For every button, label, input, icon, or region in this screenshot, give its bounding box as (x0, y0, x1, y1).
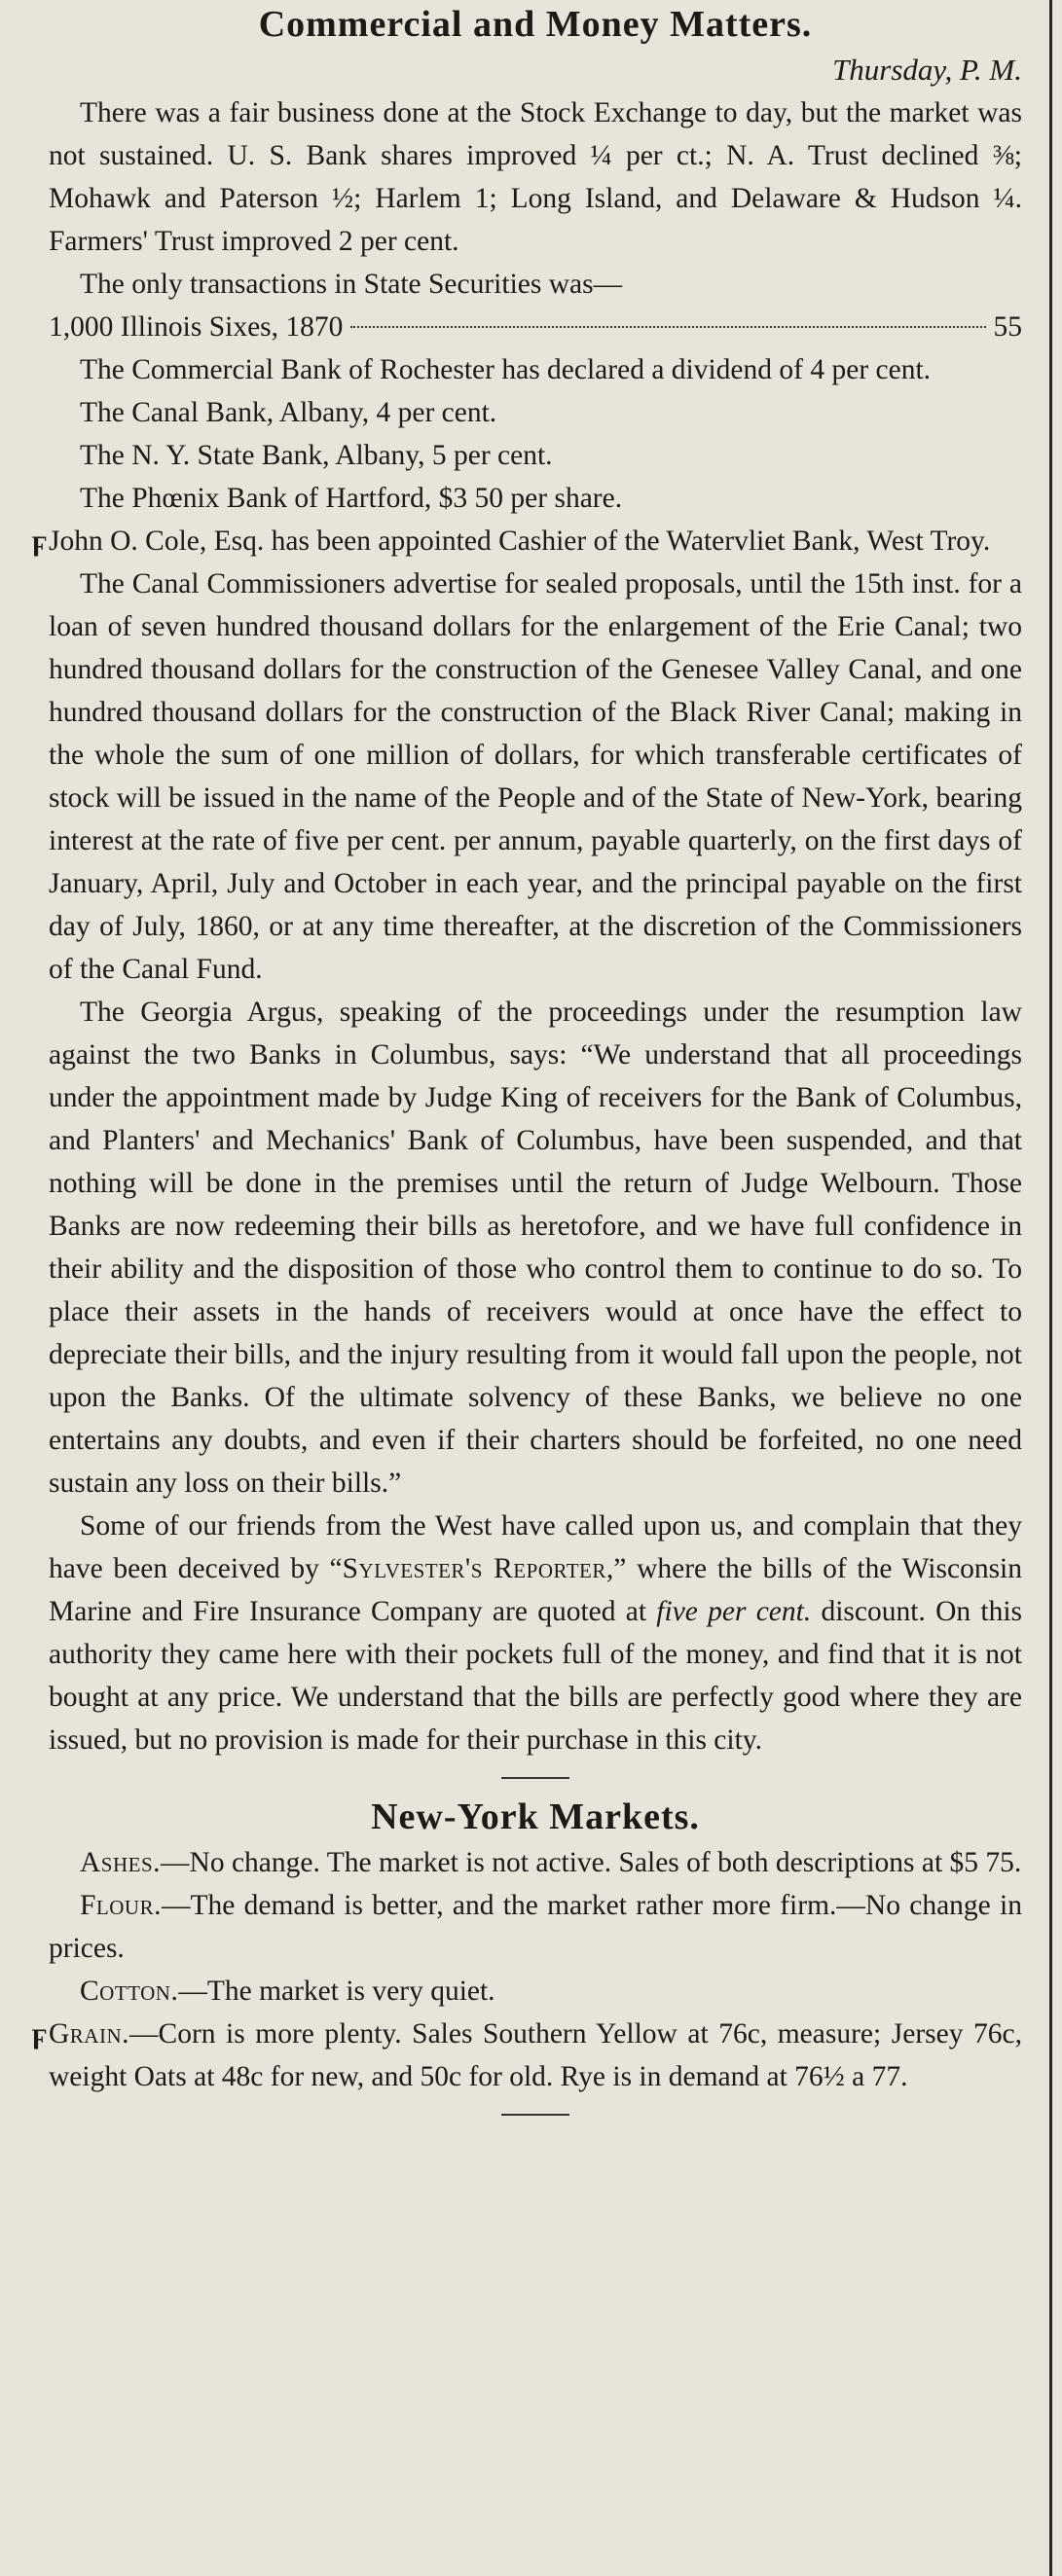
emphasis-text: five per cent. (656, 1596, 812, 1627)
article-heading-commercial: Commercial and Money Matters. (258, 4, 813, 45)
market-entry-flour: Flour.—The demand is better, and the market rather more firm.—No change in prices. (49, 1890, 1022, 1964)
market-entry-cotton: Cotton.—The market is very quiet. (80, 1976, 495, 2007)
market-entry-grain: ϝGrain.—Corn is more plenty. Sales Southern Yellow at 76c, measure; Jersey 76c, weight Oats at 48c for new, and 50c for old. Rye is in demand at 76½ a 77. (49, 2013, 1022, 2098)
newspaper-column (31, 0, 1022, 2576)
transaction-label: 1,000 Illinois Sixes, 1870 (49, 311, 344, 343)
reporter-name: Sylvester's Reporter (342, 1553, 606, 1584)
leader-dots (350, 326, 985, 328)
paragraph-state-securities: The only transactions in State Securities was— (80, 269, 623, 300)
paragraph-wisconsin-bills: Some of our friends from the West have called upon us, and complain that they have been deceived by “Sylvester's Reporter,” where the bills of the Wisconsin Marine and Fire Insurance Company are quoted at five per cent. discount. On this authority they came here with their pockets full of the money, and find that it is not bought at any price. We understand that the bills are perfectly good where they are issued, but no provision is made for their purchase in this city. (49, 1510, 1022, 1756)
paragraph-canal-commissioners: The Canal Commissioners advertise for sealed proposals, until the 15th inst. for a loan of seven hundred thousand dollars for the enlargement of the Erie Canal; two hundred thousand dollars for the construction of the Genesee Valley Canal, and one hundred thousand dollars for the construction of the Black River Canal; making in the whole the sum of one million of dollars, for which transferable certificates of stock will be issued in the name of the People and of the State of New-York, bearing interest at the rate of five per cent. per annum, payable quarterly, on the first days of January, April, July and October in each year, and the principal payable on the first day of July, 1860, or at any time thereafter, at the discretion of the Commissioners of the Canal Fund. (49, 568, 1022, 985)
section-divider (501, 1777, 569, 1779)
dateline: Thursday, P. M. (832, 53, 1022, 87)
paragraph-georgia-argus: The Georgia Argus, speaking of the proceedings under the resumption law against the two Banks in Columbus, says: “We understand that all proceedings under the appointment made by Judge King of receivers for the Bank of Columbus, and Planters' and Mechanics' Bank of Columbus, have been suspended, and that nothing will be done in the premises until the return of Judge Welbourn. Those Banks are now redeeming their bills as heretofore, and we have full confidence in their ability and the disposition of those who control them to continue to do so. To place their assets in the hands of receivers would at once have the effect to depreciate their bills, and the injury resulting from it would fall upon the people, not upon the Banks. Of the ultimate solvency of these Banks, we believe no one entertains any doubts, and even if their charters should be forfeited, no one need sustain any loss on their bills.” (49, 997, 1022, 1499)
margin-mark-icon: ϝ (31, 526, 48, 557)
column-rule (1049, 0, 1052, 2576)
article-heading-markets: New-York Markets. (371, 1796, 700, 1837)
paragraph-rochester-dividend: The Commercial Bank of Rochester has declared a dividend of 4 per cent. (80, 354, 932, 385)
paragraph-canal-bank: The Canal Bank, Albany, 4 per cent. (80, 397, 497, 428)
margin-mark-icon: ϝ (31, 2018, 48, 2050)
paragraph-cashier: ϝJohn O. Cole, Esq. has been appointed Cashier of the Watervliet Bank, West Troy. (49, 520, 1022, 562)
paragraph-phoenix-bank: The Phœnix Bank of Hartford, $3 50 per share. (80, 483, 623, 514)
transaction-line (49, 306, 1022, 348)
paragraph-stock-exchange: There was a fair business done at the Stock Exchange to day, but the market was not sustained. U. S. Bank shares improved ¼ per ct.; N. A. Trust declined ⅜; Mohawk and Paterson ½; Harlem 1; Long Island, and Delaware & Hudson ¼. Farmers' Trust improved 2 per cent. (49, 97, 1022, 257)
market-entry-ashes: Ashes.—No change. The market is not active. Sales of both descriptions at $5 75. (80, 1847, 1022, 1878)
transaction-price: 55 (993, 311, 1022, 343)
bottom-divider (501, 2114, 569, 2116)
paragraph-ny-state-bank: The N. Y. State Bank, Albany, 5 per cent. (80, 440, 553, 471)
